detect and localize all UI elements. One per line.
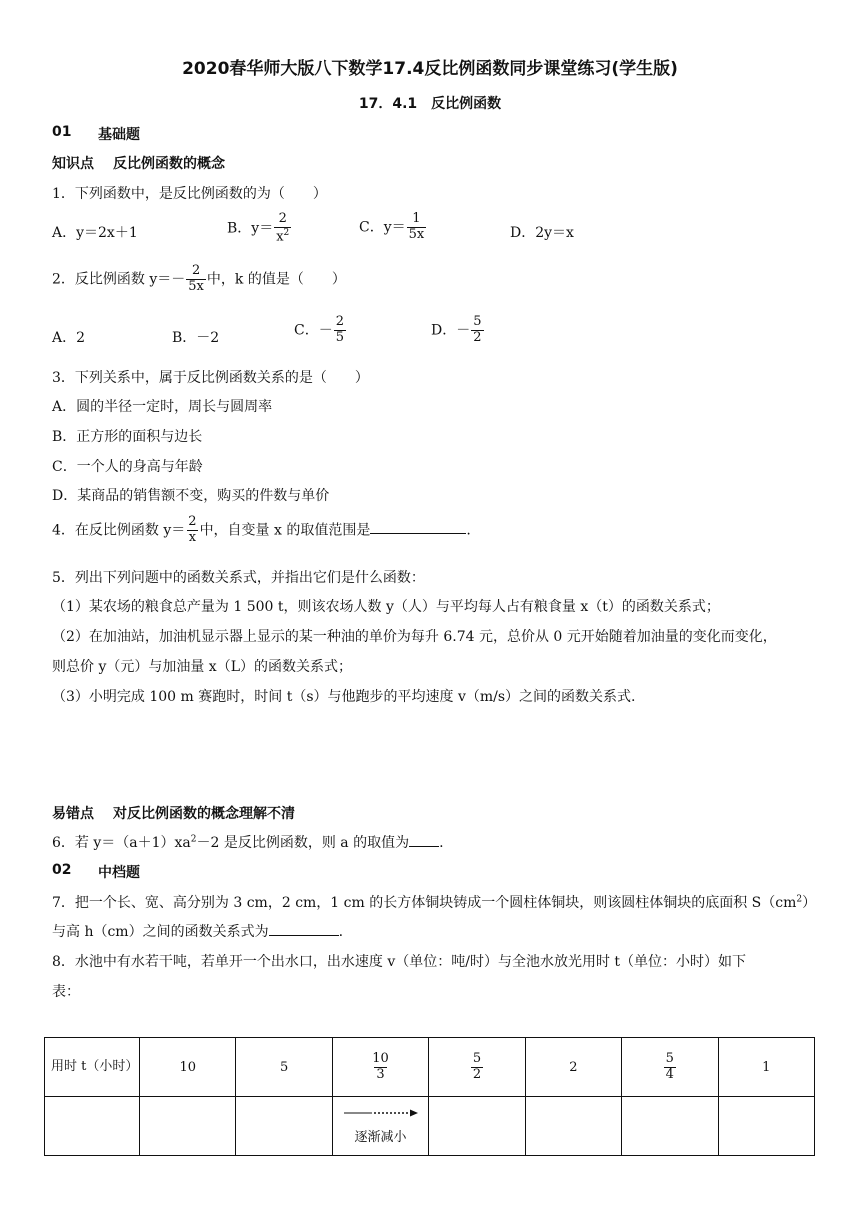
q2-c-denominator: 5 [335,329,344,345]
cell-value: 1 [762,1059,771,1075]
table-cell [236,1038,332,1097]
q1-b-denominator [274,227,291,245]
q7-line-2-text: 与高 h（cm）之间的函数关系式为 [52,924,269,940]
table-row-speed [45,1097,815,1156]
q8-line-2: 表： [52,984,80,1000]
q1-option-b [227,212,292,245]
q3-option-b: B．正方形的面积与边长 [52,429,203,445]
q3-option-a: A．圆的半径一定时，周长与圆周率 [52,399,273,415]
q2-suffix: 中，k 的值是（ ） [206,271,346,288]
q7-line-1-text: 7．把一个长、宽、高分别为 3 cm，2 cm，1 cm 的长方体铜块铸成一个圆柱体铜块，则该圆柱体铜块的底面积 S（cm [52,895,797,911]
cell-fraction [664,1052,676,1083]
q7-exponent: 2 [796,894,803,905]
q1-b-prefix: B．y＝ [227,220,274,237]
q7-answer-blank [269,921,339,936]
error-point-text: 对反比例函数的概念理解不清 [113,806,295,822]
q4-denominator: x [188,529,197,545]
q1-b-numerator: 2 [278,211,287,226]
table-cell [525,1038,621,1097]
q2-option-a: A．2 [52,330,86,346]
q6-middle: －2 是反比例函数，则 a 的取值为 [196,835,410,851]
q1-b-den-base: x [276,229,284,245]
table-cell-trend [332,1097,428,1156]
q3-stem: 3．下列关系中，属于反比例函数关系的是（ ） [52,370,369,386]
section-01-label: 基础题 [98,127,140,143]
q1-c-fraction [407,212,427,243]
table-cell [332,1038,428,1097]
q6-exponent: 2 [190,834,197,845]
q5-part-3: （3）小明完成 100 m 赛跑时，时间 t（s）与他跑步的平均速度 v（m/s）之间的函数关系式. [52,689,636,705]
q1-c-denominator: 5x [408,226,425,242]
q5-part-2-line-2: 则总价 y（元）与加油量 x（L）的函数关系式； [52,659,353,675]
q8-line-1: 8．水池中有水若干吨，若单开一个出水口，出水速度 v（单位：吨/时）与全池水放光用时 t（单位：小时）如下 [52,954,747,970]
q2-stem [52,264,346,295]
q3-option-d: D．某商品的销售额不变，购买的件数与单价 [52,488,330,504]
table-header-time [45,1038,140,1097]
cell-fraction [471,1052,483,1083]
q2-numerator: 2 [191,263,201,278]
table-row-time [45,1038,815,1097]
q4-stem [52,515,471,546]
table-header-text: 用时 t（小时） [51,1058,139,1074]
error-point-tag: 易错点 [52,806,94,822]
table-cell-empty [45,1097,140,1156]
table-cell [140,1038,236,1097]
q6-prefix: 6．若 y＝（a＋1）xa [52,835,191,851]
q7-end: . [338,924,344,940]
table-cell-empty [622,1097,718,1156]
cell-denominator: 4 [665,1066,674,1082]
table-cell [429,1038,525,1097]
table-cell-empty [429,1097,525,1156]
page-subtitle: 17．4.1 反比例函数 [358,96,502,112]
table-cell [718,1038,814,1097]
cell-numerator: 5 [665,1050,674,1066]
table-cell [622,1038,718,1097]
q6-answer-blank [409,832,439,847]
cell-value: 2 [569,1059,578,1075]
q4-answer-blank [370,519,466,534]
q2-d-numerator: 5 [473,314,482,329]
knowledge-point-text: 反比例函数的概念 [113,156,225,172]
q2-option-b: B．－2 [172,330,220,346]
q4-end: . [466,522,471,539]
q2-fraction [186,264,206,295]
q5-stem: 5．列出下列问题中的函数关系式，并指出它们是什么函数： [52,570,425,586]
section-02-label: 中档题 [98,865,140,881]
section-02-number: 02 [52,862,72,878]
trend-label: 逐渐减小 [354,1129,407,1145]
page-title: 2020春华师大版八下数学17.4反比例函数同步课堂练习(学生版) [182,59,678,79]
q2-option-c [294,315,347,346]
table-cell-empty [140,1097,236,1156]
arrow-right-icon [344,1108,418,1118]
q6-stem [52,832,444,852]
q8-table [44,1037,815,1156]
q1-stem: 1．下列函数中，是反比例函数的为（ ） [52,186,327,202]
q2-d-fraction [471,315,483,346]
q7-line-1-close: ） [802,895,817,911]
q4-suffix: 中，自变量 x 的取值范围是 [199,522,371,539]
table-cell-empty [525,1097,621,1156]
cell-value: 5 [279,1059,289,1075]
q1-b-den-exponent: 2 [283,227,290,238]
knowledge-point-tag: 知识点 [52,156,94,172]
q1-c-prefix: C．y＝ [359,219,406,236]
cell-denominator: 3 [376,1066,385,1082]
cell-value: 10 [179,1059,196,1075]
q1-option-d: D．2y＝x [510,225,574,241]
q2-option-d [431,315,485,346]
q2-c-prefix: C．－ [294,322,333,339]
q1-option-c [359,212,427,243]
q6-end: . [439,835,444,851]
q7-line-1 [52,892,816,912]
q2-c-fraction [334,315,346,346]
q1-c-numerator: 1 [412,211,421,226]
q1-option-a: A．y＝2x＋1 [52,225,138,241]
cell-denominator: 2 [472,1066,482,1082]
q4-fraction [186,515,198,546]
q5-part-1: （1）某农场的粮食总产量为 1 500 t，则该农场人数 y（人）与平均每人占有粮食量 x（t）的函数关系式； [52,599,720,615]
table-cell-empty [718,1097,814,1156]
q2-d-denominator: 2 [473,329,482,345]
q1-b-fraction [274,212,291,245]
cell-numerator: 5 [472,1050,482,1066]
q2-c-numerator: 2 [335,314,344,329]
q4-prefix: 4．在反比例函数 y＝ [52,522,186,539]
q5-part-2-line-1: （2）在加油站，加油机显示器上显示的某一种油的单价为每升 6.74 元，总价从 0 元开始随着加油量的变化而变化， [52,629,777,645]
q7-line-2 [52,921,343,941]
trend-indicator [333,1108,428,1145]
section-01-number: 01 [52,124,72,140]
q2-d-prefix: D．－ [431,322,471,339]
cell-fraction [370,1052,391,1083]
q4-numerator: 2 [188,514,197,529]
q2-prefix: 2．反比例函数 y＝－ [52,271,186,288]
table-cell-empty [236,1097,332,1156]
q3-option-c: C．一个人的身高与年龄 [52,459,203,475]
cell-numerator: 10 [372,1050,389,1066]
q2-denominator: 5x [188,278,204,294]
